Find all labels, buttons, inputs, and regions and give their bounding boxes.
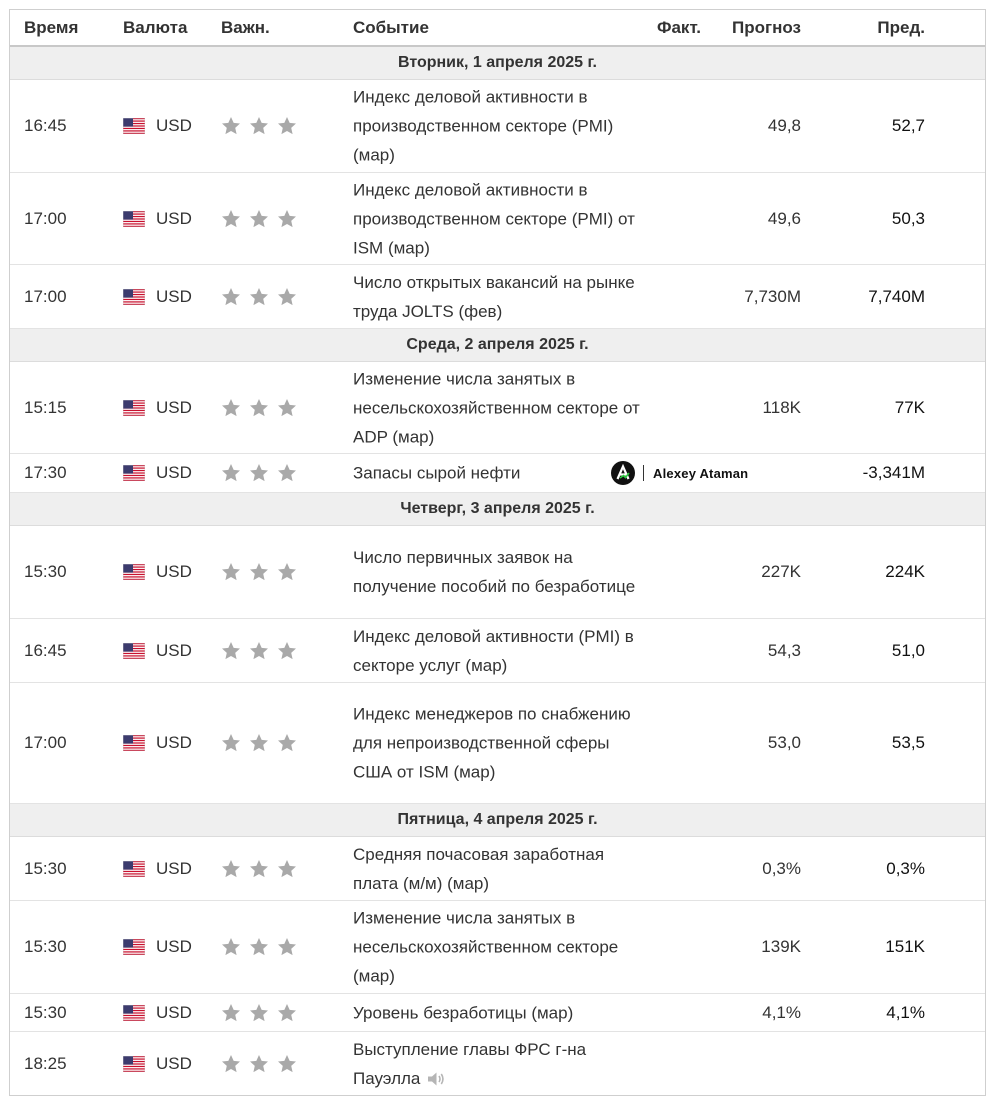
currency-code: USD [156,286,192,306]
forecast-value: 139K [761,937,801,956]
currency-cell [123,733,192,753]
us-flag-icon [123,118,145,134]
star-icon [275,286,299,308]
star-icon [275,936,299,958]
watermark-separator [643,465,644,481]
column-previous[interactable]: Пред. [877,18,925,37]
us-flag-icon [123,465,145,481]
economic-calendar [9,9,986,1096]
forecast-value: 53,0 [767,733,801,752]
currency-cell [123,562,192,582]
forecast-value: 49,6 [767,208,801,228]
us-flag-icon [123,564,145,580]
table-row[interactable] [10,1032,985,1095]
importance-stars [219,561,299,583]
currency-code: USD [156,116,192,135]
us-flag-icon [123,735,145,751]
us-flag-icon [123,1056,145,1072]
event-time: 18:25 [24,1053,67,1073]
us-flag-icon [123,289,145,305]
event-time: 17:00 [24,208,67,228]
column-forecast[interactable]: Прогноз [732,18,801,37]
previous-value: 4,1% [886,1002,925,1022]
table-row[interactable] [10,80,985,173]
star-icon [219,732,243,754]
star-icon [219,640,243,662]
star-icon [275,115,299,137]
event-time: 16:45 [24,116,67,135]
importance-stars [219,397,299,419]
us-flag-icon [123,861,145,877]
importance-stars [219,936,299,958]
star-icon [247,115,271,137]
currency-code: USD [156,733,192,752]
star-icon [247,1002,271,1024]
forecast-value: 49,8 [767,116,801,135]
importance-stars [219,858,299,880]
us-flag-icon [123,1005,145,1021]
star-icon [219,115,243,137]
event-name[interactable] [353,1035,653,1093]
column-currency[interactable]: Валюта [123,18,188,37]
event-time: 16:45 [24,640,67,660]
previous-value: 224K [885,562,925,581]
event-time: 15:15 [24,397,67,417]
star-icon [219,286,243,308]
event-time: 17:30 [24,463,67,482]
column-event[interactable]: Событие [353,18,429,37]
importance-stars [219,732,299,754]
star-icon [275,640,299,662]
forecast-value: 4,1% [762,1002,801,1022]
event-name[interactable]: Изменение числа занятых в несельскохозяйственном секторе от ADP (мар) [353,369,640,446]
event-name-text: Выступление главы ФРС г-на Пауэлла [353,1039,587,1088]
star-icon [247,936,271,958]
currency-code: USD [156,463,192,482]
star-icon [247,397,271,419]
event-name[interactable]: Индекс менеджеров по снабжению для непроизводственной сферы США от ISM (мар) [353,704,631,782]
importance-stars [219,1053,299,1075]
table-row[interactable] [10,901,985,994]
us-flag-icon [123,400,145,416]
previous-value: 7,740M [868,286,925,306]
event-name[interactable]: Уровень безработицы (мар) [353,1003,574,1022]
us-flag-icon [123,643,145,659]
forecast-value: 54,3 [767,640,801,660]
currency-cell [123,1003,192,1023]
currency-code: USD [156,858,192,878]
table-row[interactable] [10,362,985,454]
star-icon [275,397,299,419]
table-row[interactable] [10,526,985,619]
table-header [10,10,985,47]
event-name[interactable]: Индекс деловой активности (PMI) в секторе услуг (мар) [353,626,634,675]
currency-code: USD [156,562,192,581]
currency-code: USD [156,397,192,417]
star-icon [247,1053,271,1075]
star-icon [247,286,271,308]
column-importance[interactable]: Важн. [221,18,270,37]
event-time: 17:00 [24,286,67,306]
event-name[interactable]: Средняя почасовая заработная плата (м/м) (мар) [353,844,605,893]
currency-cell [123,463,192,483]
event-name[interactable]: Запасы сырой нефти [353,463,521,483]
currency-cell [123,287,192,307]
currency-cell [123,859,192,879]
watermark [611,461,748,485]
currency-cell [123,937,192,957]
previous-value: -3,341M [862,463,925,482]
star-icon [275,732,299,754]
forecast-value: 227K [761,562,801,581]
currency-cell [123,641,192,661]
previous-value: 53,5 [891,733,925,752]
star-icon [219,1053,243,1075]
event-name[interactable]: Изменение числа занятых в несельскохозяйственном секторе (мар) [353,908,619,986]
star-icon [275,858,299,880]
table-row[interactable] [10,619,985,683]
importance-stars [219,640,299,662]
currency-code: USD [156,208,192,228]
star-icon [247,858,271,880]
star-icon [219,462,243,484]
currency-cell [123,209,192,229]
speaker-icon[interactable] [426,1070,446,1088]
event-time: 15:30 [24,937,67,956]
currency-code: USD [156,1053,192,1073]
event-name[interactable]: Число открытых вакансий на рынке труда JOLTS (фев) [353,272,635,321]
day-header: Пятница, 4 апреля 2025 г. [10,804,985,837]
star-icon [247,208,271,230]
previous-value: 151K [885,937,925,956]
event-name[interactable]: Индекс деловой активности в производственном секторе (PMI) от ISM (мар) [353,180,635,257]
star-icon [247,732,271,754]
star-icon [247,640,271,662]
importance-stars [219,462,299,484]
previous-value: 51,0 [891,640,925,660]
star-icon [219,397,243,419]
table-row[interactable] [10,265,985,329]
watermark-text: Alexey Ataman [653,465,749,481]
previous-value: 52,7 [891,116,925,135]
day-header: Четверг, 3 апреля 2025 г. [10,493,985,526]
importance-stars [219,1002,299,1024]
forecast-value: 118K [762,397,801,417]
table-row[interactable] [10,994,985,1032]
star-icon [275,462,299,484]
importance-stars [219,286,299,308]
column-actual[interactable]: Факт. [656,18,701,37]
star-icon [275,208,299,230]
watermark-logo-icon [611,461,635,485]
star-icon [275,1002,299,1024]
star-icon [219,1002,243,1024]
table-row[interactable] [10,837,985,901]
star-icon [247,462,271,484]
column-time[interactable]: Время [24,18,79,37]
table-row[interactable] [10,683,985,804]
event-name[interactable]: Число первичных заявок на получение пособий по безработице [353,548,636,596]
previous-value: 77K [894,397,925,417]
table-row[interactable] [10,173,985,265]
currency-cell [123,1054,192,1074]
event-time: 15:30 [24,562,67,581]
us-flag-icon [123,939,145,955]
event-time: 15:30 [24,858,67,878]
star-icon [219,561,243,583]
star-icon [219,936,243,958]
currency-code: USD [156,640,192,660]
day-header: Вторник, 1 апреля 2025 г. [10,47,985,80]
event-name[interactable]: Индекс деловой активности в производственном секторе (PMI) (мар) [353,87,614,165]
event-time: 17:00 [24,733,67,752]
table-row[interactable] [10,454,985,493]
previous-value: 50,3 [891,208,925,228]
importance-stars [219,208,299,230]
currency-cell [123,116,192,136]
star-icon [275,561,299,583]
importance-stars [219,115,299,137]
currency-cell [123,398,192,418]
previous-value: 0,3% [886,858,925,878]
day-header: Среда, 2 апреля 2025 г. [10,329,985,362]
forecast-value: 0,3% [762,858,801,878]
us-flag-icon [123,211,145,227]
star-icon [219,208,243,230]
star-icon [219,858,243,880]
star-icon [247,561,271,583]
currency-code: USD [156,1002,192,1022]
event-time: 15:30 [24,1002,67,1022]
star-icon [275,1053,299,1075]
forecast-value: 7,730M [744,286,801,306]
currency-code: USD [156,937,192,956]
